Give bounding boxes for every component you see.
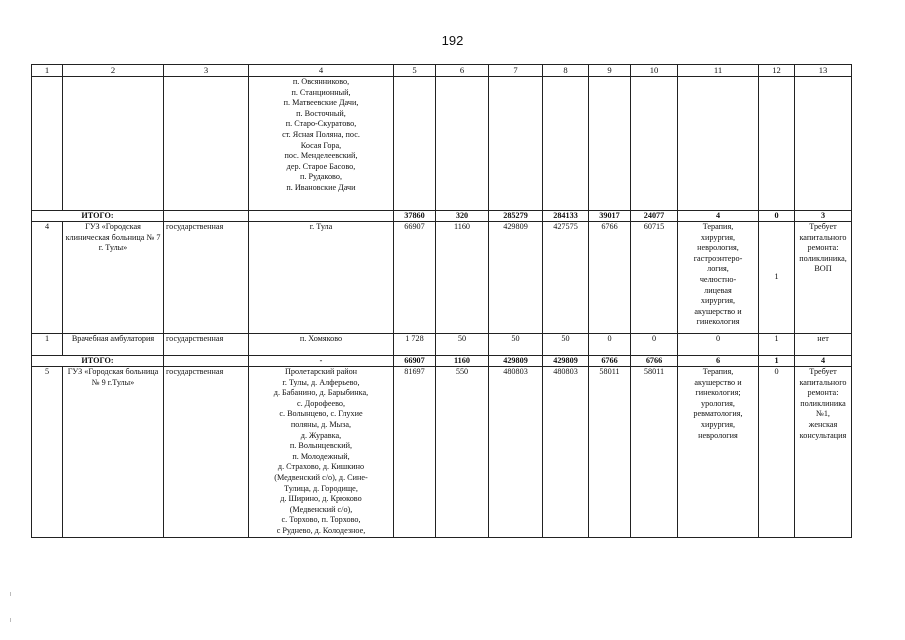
total-cell: 6766 [589, 356, 631, 367]
total-label: ИТОГО: [32, 356, 164, 367]
value-cell: 480803 [543, 367, 589, 538]
column-header: 12 [759, 65, 795, 77]
column-header: 4 [249, 65, 394, 77]
total-cell: 4 [678, 211, 759, 222]
value-cell: 6766 [589, 222, 631, 334]
value-cell: 480803 [489, 367, 543, 538]
total-cell: 39017 [589, 211, 631, 222]
column-header: 9 [589, 65, 631, 77]
column-header: 11 [678, 65, 759, 77]
total-cell: 37860 [394, 211, 436, 222]
value-cell: 0 [759, 367, 795, 538]
value-cell: 550 [436, 367, 489, 538]
location: г. Тула [249, 222, 394, 334]
table-row-continued [32, 77, 852, 211]
page-number: 192 [441, 33, 464, 48]
column-header: 1 [32, 65, 63, 77]
total-cell: 320 [436, 211, 489, 222]
hospital-table [31, 64, 852, 538]
value-cell: 0 [678, 334, 759, 356]
value-cell: 58011 [631, 367, 678, 538]
total-cell: 429809 [543, 356, 589, 367]
column-header: 7 [489, 65, 543, 77]
total-cell: 284133 [543, 211, 589, 222]
value-cell: 1 728 [394, 334, 436, 356]
total-row [32, 356, 852, 367]
column-header: 2 [63, 65, 164, 77]
row-number: 1 [32, 334, 63, 356]
value-cell: 1160 [436, 222, 489, 334]
repair-status: Требует капитального ремонта: поликлиника, ВОП [795, 222, 852, 334]
value-cell: 0 [631, 334, 678, 356]
value-cell: нет [795, 334, 852, 356]
column-header: 5 [394, 65, 436, 77]
total-cell: 1 [759, 356, 795, 367]
total-cell: - [249, 356, 394, 367]
table-row [32, 367, 852, 538]
institution-name: ГУЗ «Городская клиническая больница № 7 г. Тулы» [63, 222, 164, 334]
total-cell: 0 [759, 211, 795, 222]
ownership-type: государственная [164, 367, 249, 538]
row-number: 5 [32, 367, 63, 538]
table-row [32, 222, 852, 334]
total-cell: 3 [795, 211, 852, 222]
value-cell: 0 [589, 334, 631, 356]
total-cell: 24077 [631, 211, 678, 222]
value-cell: 66907 [394, 222, 436, 334]
total-cell: 6 [678, 356, 759, 367]
repair-status: Требует капитального ремонта: поликлиника №1, женская консультация [795, 367, 852, 538]
ownership-type: государственная [164, 222, 249, 334]
value-cell: 60715 [631, 222, 678, 334]
table-row [32, 334, 852, 356]
column-header: 10 [631, 65, 678, 77]
column-header: 3 [164, 65, 249, 77]
location: п. Хомяково [249, 334, 394, 356]
scan-artifact [10, 592, 11, 596]
value-cell: 429809 [489, 222, 543, 334]
specialties-cell: Терапия, хирургия, неврология, гастроэнтеро- логия, челюстно- лицевая хирургия, акушерство и гинекология [678, 222, 759, 334]
column-header: 6 [436, 65, 489, 77]
ownership-type: государственная [164, 334, 249, 356]
value-cell: 81697 [394, 367, 436, 538]
settlements-cell: п. Овсянниково, п. Станционный, п. Матвеевские Дачи, п. Восточный, п. Старо-Скуратово, ст. Ясная Поляна, пос. Косая Гора, пос. Менделеевский, дер. Старое Басово, п. Рудаково, п. Ивановские Дачи [249, 77, 394, 211]
value-cell: 58011 [589, 367, 631, 538]
value-cell: 1 [759, 222, 795, 334]
institution-name: ГУЗ «Городская больница № 9 г.Тулы» [63, 367, 164, 538]
value-cell: 50 [436, 334, 489, 356]
header-row [32, 65, 852, 77]
total-cell: 4 [795, 356, 852, 367]
scan-artifact [10, 618, 11, 622]
total-cell: 66907 [394, 356, 436, 367]
column-header: 13 [795, 65, 852, 77]
total-cell: 6766 [631, 356, 678, 367]
total-cell: 285279 [489, 211, 543, 222]
total-cell: 429809 [489, 356, 543, 367]
total-cell: 1160 [436, 356, 489, 367]
total-row [32, 211, 852, 222]
value-cell: 1 [759, 334, 795, 356]
value-cell: 427575 [543, 222, 589, 334]
value-cell: 50 [543, 334, 589, 356]
column-header: 8 [543, 65, 589, 77]
total-label: ИТОГО: [32, 211, 164, 222]
specialties-cell: Терапия, акушерство и гинекология; урология, ревматология, хирургия, неврология [678, 367, 759, 538]
row-number: 4 [32, 222, 63, 334]
location: Пролетарский район г. Тулы, д. Алферьево, д. Бабанино, д. Барыбинка, с. Дорофеево, с. Волынцево, с. Глухие поляны, д. Мыза, д. Журавка, п. Волынцевский, п. Молодежный, д. Страхово, д. Кишкино (Медвенский с/о), д. Сине- Тулица, д. Городище, д. Ширино, д. Крюково (Медвенский с/о), с. Торхово, п. Торхово, с Руднево, д. Колодезное, [249, 367, 394, 538]
value-cell: 50 [489, 334, 543, 356]
institution-name: Врачебная амбулатория [63, 334, 164, 356]
